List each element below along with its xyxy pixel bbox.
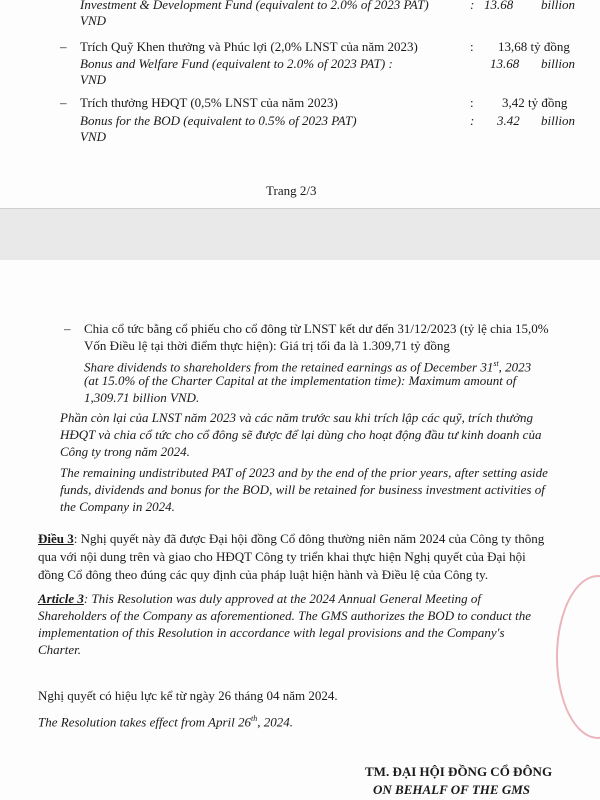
dividend-en-line-1: Share dividends to shareholders from the retained earnings as of December 31st, 2023 bbox=[84, 359, 532, 375]
document-page-1 bbox=[0, 0, 600, 208]
remainder-vi-line-1: Phần còn lại của LNST năm 2023 và các năm trước sau khi trích lập các quỹ, trích thưởng bbox=[60, 410, 534, 425]
article-3-en-line-2: Shareholders of the Company as aforementioned. The GMS authorizes the BOD to conduct the bbox=[38, 608, 531, 623]
article-3-en-line-4: Charter. bbox=[38, 642, 81, 657]
article-3-vi-label: Điều 3 bbox=[38, 531, 74, 546]
remainder-en-line-3: the Company in 2024. bbox=[60, 499, 175, 514]
article-3-vi-line-2: qua với nội dung trên và giao cho HĐQT Công ty triển khai thực hiện Nghị quyết của Đại hội bbox=[38, 549, 526, 564]
investment-fund-en-unit: billion bbox=[541, 0, 575, 12]
article-3-vi-line-1: Điều 3: Nghị quyết này đã được Đại hội đồng Cổ đông thường niên năm 2024 của Công ty thông bbox=[38, 531, 545, 546]
article-3-en-line-1: Article 3: This Resolution was duly approved at the 2024 Annual General Meeting of bbox=[38, 591, 482, 606]
page-number: Trang 2/3 bbox=[266, 183, 317, 198]
bod-bonus-en-cont: VND bbox=[80, 129, 106, 144]
remainder-en-line-2: funds, dividends and bonus for the BOD, will be retained for business investment activities of bbox=[60, 482, 545, 497]
bod-bonus-en-unit: billion bbox=[541, 113, 575, 128]
article-3-en-line-3: implementation of this Resolution in accordance with legal provisions and the Company's bbox=[38, 625, 505, 640]
bod-bonus-vi-text: Trích thưởng HĐQT (0,5% LNST của năm 2023) bbox=[80, 95, 338, 110]
bod-bonus-en-amount: 3.42 bbox=[497, 113, 520, 128]
investment-fund-en-text: Investment & Development Fund (equivalent to 2.0% of 2023 PAT) bbox=[80, 0, 429, 12]
bonus-welfare-vi-text: Trích Quỹ Khen thưởng và Phúc lợi (2,0% LNST của năm 2023) bbox=[80, 39, 418, 54]
dividend-en-line-2: (at 15.0% of the Charter Capital at the implementation time): Maximum amount of bbox=[84, 373, 517, 388]
bonus-welfare-en-amount: 13.68 bbox=[490, 56, 520, 71]
bonus-welfare-vi-amount: 13,68 tỷ đồng bbox=[498, 39, 570, 54]
dividend-vi-line-1: Chia cổ tức bằng cổ phiếu cho cổ đông từ LNST kết dư đến 31/12/2023 (tỷ lệ chia 15,0% bbox=[84, 321, 549, 336]
investment-fund-en-amount: 13.68 bbox=[484, 0, 514, 12]
bullet-dash: – bbox=[64, 321, 71, 336]
bullet-dash: – bbox=[60, 95, 67, 110]
dividend-en-line-3: 1,309.71 billion VND. bbox=[84, 390, 200, 405]
colon: : bbox=[470, 39, 474, 54]
bod-bonus-en-text: Bonus for the BOD (equivalent to 0.5% of 2023 PAT) bbox=[80, 113, 357, 128]
colon: : bbox=[470, 0, 475, 12]
bonus-welfare-en-cont: VND bbox=[80, 72, 106, 87]
signature-title-en: ON BEHALF OF THE GMS bbox=[373, 782, 531, 797]
effective-date-vi: Nghị quyết có hiệu lực kể từ ngày 26 tháng 04 năm 2024. bbox=[38, 688, 338, 703]
remainder-vi-line-3: Công ty trong năm 2024. bbox=[60, 444, 190, 459]
dividend-vi-line-2: Vốn Điều lệ tại thời điểm thực hiện): Giá trị tối đa là 1.309,71 tỷ đồng bbox=[84, 338, 450, 353]
colon: : bbox=[470, 113, 475, 128]
bod-bonus-vi-amount: 3,42 tỷ đồng bbox=[502, 95, 568, 110]
signature-title-vi: TM. ĐẠI HỘI ĐỒNG CỔ ĐÔNG bbox=[365, 764, 553, 779]
article-3-vi-line-3: đồng Cổ đông theo đúng các quy định của pháp luật hiện hành và Điều lệ của Công ty. bbox=[38, 567, 489, 582]
page-gap bbox=[0, 208, 600, 260]
remainder-en-line-1: The remaining undistributed PAT of 2023 and by the end of the prior years, after setting aside bbox=[60, 465, 548, 480]
remainder-vi-line-2: HĐQT và chia cổ tức cho cổ đông sẽ được để lại dùng cho hoạt động đầu tư kinh doanh của bbox=[60, 427, 542, 442]
effective-date-en: The Resolution takes effect from April 26th, 2024. bbox=[38, 714, 294, 730]
article-3-en-label: Article 3 bbox=[38, 591, 84, 606]
bullet-dash: – bbox=[60, 39, 67, 54]
bonus-welfare-en-unit: billion bbox=[541, 56, 575, 71]
colon: : bbox=[470, 95, 474, 110]
page-gap-divider bbox=[0, 208, 600, 209]
bonus-welfare-en-text: Bonus and Welfare Fund (equivalent to 2.0% of 2023 PAT) : bbox=[80, 56, 393, 71]
investment-fund-en-cont: VND bbox=[80, 13, 106, 28]
